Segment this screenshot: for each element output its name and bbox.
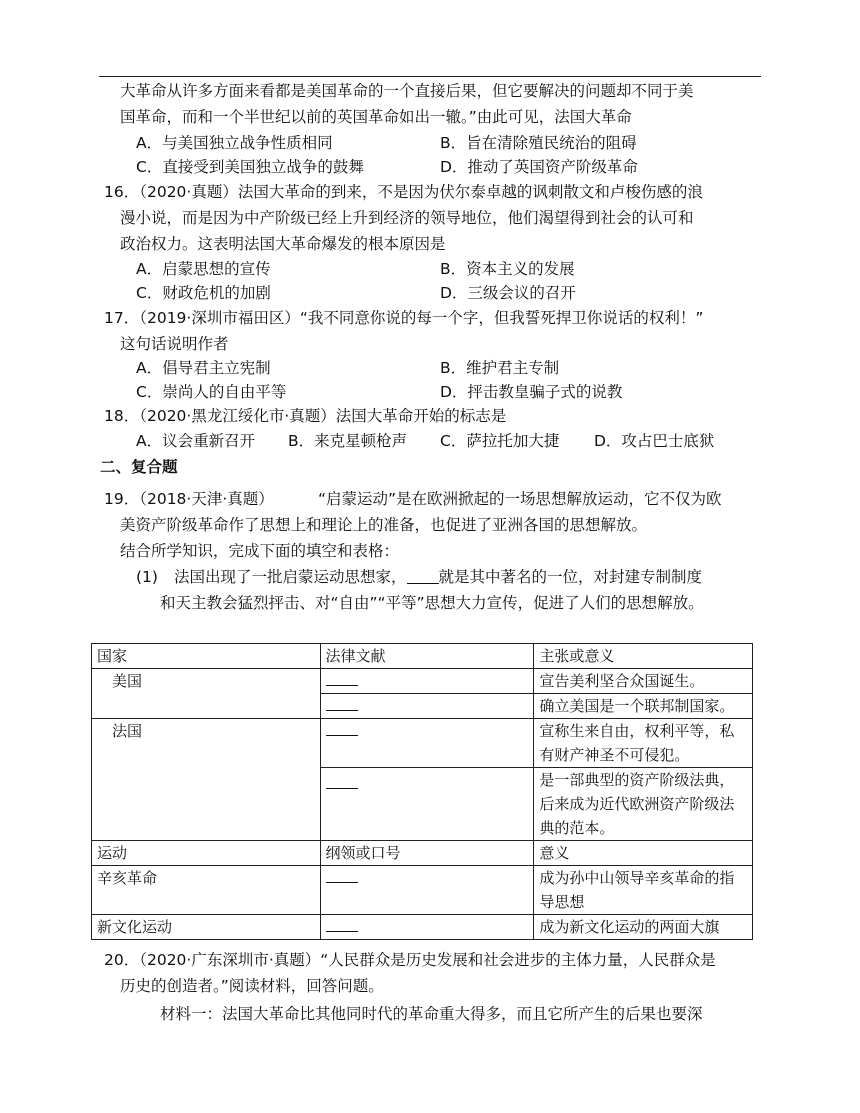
q19-sub1-text-a: 法国出现了一批启蒙运动思想家， [174,568,407,586]
q19-stem-line1: “启蒙运动”是在欧洲掀起的一场思想解放运动，它不仅为欧 [318,490,722,508]
table-row [92,915,753,940]
q15-option-a[interactable]: A．与美国独立战争性质相同 [136,134,333,152]
table-cell-blank[interactable] [320,719,534,768]
table-row [92,866,753,915]
q19-stem-line2: 美资产阶级革命作了思想上和理论上的准备，也促进了亚洲各国的思想解放。 [120,516,648,534]
answer-blank[interactable] [326,720,358,736]
q19-sub1-text-b: 就是其中著名的一位，对封建专制制度 [438,568,703,586]
q15-stem-line2: 国革命，而和一个半世纪以前的英国革命如出一辙。”由此可见，法国大革命 [120,108,632,126]
answer-table [91,643,753,940]
table-cell-meaning: 成为新文化运动的两面大旗 [534,915,753,940]
table-cell-movement: 新文化运动 [92,915,321,940]
answer-blank[interactable] [326,867,358,883]
table-cell-meaning: 宣告美利坚合众国诞生。 [534,669,753,694]
q20-stem-line1: 20．（2020·广东深圳市·真题）“人民群众是历史发展和社会进步的主体力量，人民群众是 [104,951,716,969]
header-rule [99,76,761,77]
q20-stem-line2: 历史的创造者。”阅读材料，回答问题。 [120,977,384,995]
q15-option-c[interactable]: C．直接受到美国独立战争的鼓舞 [136,158,364,176]
q18-option-b[interactable]: B．来克星顿枪声 [288,432,408,450]
table-cell-country: 美国 [92,669,321,719]
table-header-cell: 运动 [92,841,321,866]
table-cell-blank[interactable] [320,866,534,915]
table-header-cell: 国家 [92,644,321,669]
answer-blank[interactable] [326,695,358,711]
q20-material1: 材料一：法国大革命比其他同时代的革命重大得多，而且它所产生的后果也要深 [160,1005,703,1023]
q16-stem-line2: 漫小说，而是因为中产阶级已经上升到经济的领导地位，他们渴望得到社会的认可和 [120,209,694,227]
table-header-row [92,841,753,866]
q16-option-c[interactable]: C．财政危机的加剧 [136,284,271,302]
q16-option-b[interactable]: B．资本主义的发展 [440,260,575,278]
table-cell-blank[interactable] [320,915,534,940]
table-header-cell: 意义 [534,841,753,866]
q16-stem-line3: 政治权力。这表明法国大革命爆发的根本原因是 [120,235,446,253]
answer-blank[interactable] [326,916,358,932]
table-header-cell: 纲领或口号 [320,841,534,866]
table-cell-meaning: 宣称生来自由，权利平等，私有财产神圣不可侵犯。 [534,719,753,768]
q17-option-d[interactable]: D．抨击教皇骗子式的说教 [440,383,623,401]
table-cell-blank[interactable] [320,669,534,694]
table-cell-movement: 辛亥革命 [92,866,321,915]
answer-blank[interactable] [326,773,358,789]
table-cell-blank[interactable] [320,768,534,841]
table-row [92,719,753,768]
q18-option-a[interactable]: A．议会重新召开 [136,432,256,450]
section-heading: 二、复合题 [100,458,178,476]
table-cell-meaning: 是一部典型的资产阶级法典，后来成为近代欧洲资产阶级法典的范本。 [534,768,753,841]
q15-option-d[interactable]: D．推动了英国资产阶级革命 [440,158,638,176]
q17-stem-line2: 这句话说明作者 [120,335,229,353]
table-header-row [92,644,753,669]
q19-sub1-answer-blank[interactable] [407,569,439,584]
q17-stem-line1: 17．（2019·深圳市福田区）“我不同意你说的每一个字，但我誓死捍卫你说话的权利！” [104,309,704,327]
q16-stem-line1: 16．（2020·真题）法国大革命的到来，不是因为伏尔泰卓越的讽刺散文和卢梭伤感的浪 [104,183,703,201]
answer-blank[interactable] [326,670,358,686]
q19-sub1-line2: 和天主教会猛烈抨击、对“自由”“平等”思想大力宣传，促进了人们的思想解放。 [160,594,704,612]
q15-stem-line1: 大革命从许多方面来看都是美国革命的一个直接后果，但它要解决的问题却不同于美 [120,82,694,100]
q19-sub1-number: (1) [136,568,158,586]
q16-option-d[interactable]: D．三级会议的召开 [440,284,576,302]
table-cell-blank[interactable] [320,694,534,719]
table-cell-country: 法国 [92,719,321,841]
q18-option-c[interactable]: C．萨拉托加大捷 [440,432,560,450]
q18-stem: 18．（2020·黑龙江绥化市·真题）法国大革命开始的标志是 [104,407,507,425]
q19-instruction: 结合所学知识，完成下面的填空和表格： [120,542,400,560]
table-cell-meaning: 成为孙中山领导辛亥革命的指导思想 [534,866,753,915]
q17-option-b[interactable]: B．维护君主专制 [440,359,560,377]
table-row [92,669,753,694]
table-header-cell: 主张或意义 [534,644,753,669]
q17-option-a[interactable]: A．倡导君主立宪制 [136,359,271,377]
q17-option-c[interactable]: C．崇尚人的自由平等 [136,383,287,401]
q19-source: 19．（2018·天津·真题） [104,490,274,508]
q16-option-a[interactable]: A．启蒙思想的宣传 [136,260,271,278]
q15-option-b[interactable]: B．旨在清除殖民统治的阻碍 [440,134,637,152]
q18-option-d[interactable]: D．攻占巴士底狱 [594,432,715,450]
table-cell-meaning: 确立美国是一个联邦制国家。 [534,694,753,719]
table-header-cell: 法律文献 [320,644,534,669]
q19-sub1-line1 [174,566,702,588]
